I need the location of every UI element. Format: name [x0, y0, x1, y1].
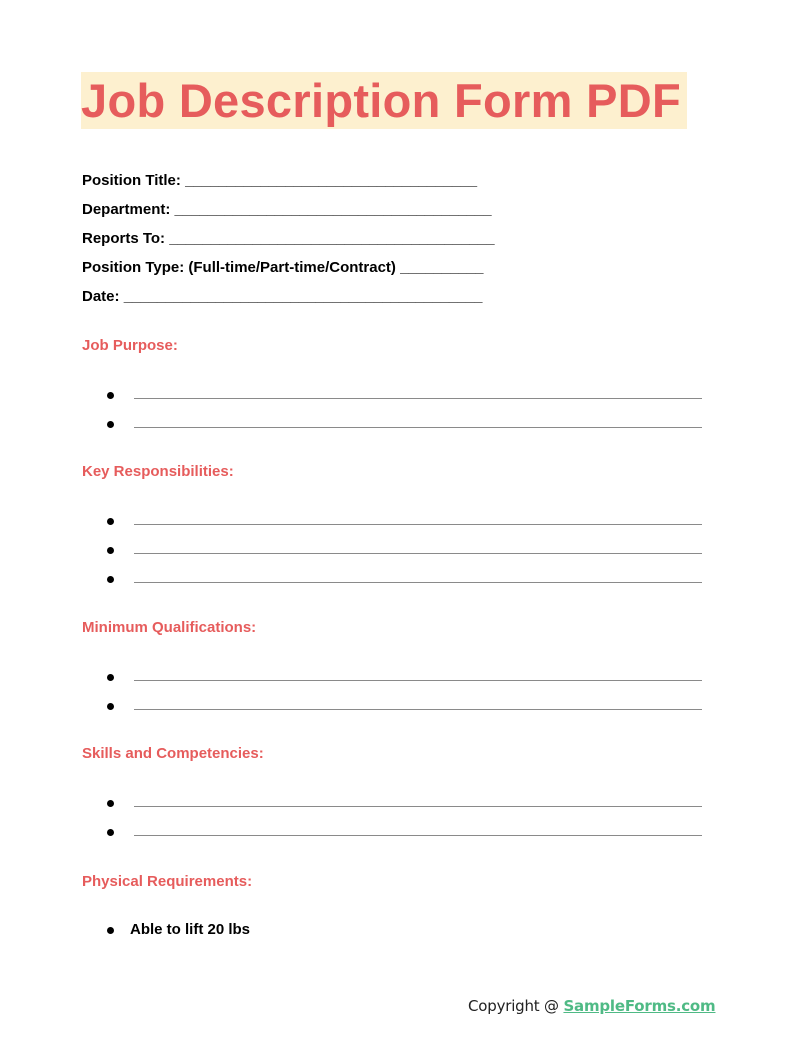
job-purpose-line-1[interactable] [134, 398, 702, 399]
page-title: Job Description Form PDF [81, 72, 687, 129]
copyright-footer [468, 997, 715, 1015]
key-responsibilities-heading: Key Responsibilities: [82, 463, 234, 480]
key-responsibilities-line-3[interactable] [134, 582, 702, 583]
bullet-icon [107, 703, 114, 710]
job-purpose-line-2[interactable] [134, 427, 702, 428]
skills-competencies-heading: Skills and Competencies: [82, 745, 264, 762]
date-field[interactable] [82, 288, 482, 306]
position-type-field[interactable] [82, 259, 484, 277]
field-label: Reports To: [82, 230, 166, 247]
minimum-qualifications-line-1[interactable] [134, 680, 702, 681]
field-blank: ______________________________________ [174, 201, 492, 218]
field-label: Date: [82, 288, 120, 305]
bullet-icon [107, 829, 114, 836]
reports-to-field[interactable] [82, 230, 495, 248]
job-purpose-heading: Job Purpose: [82, 337, 178, 354]
physical-requirement-item: Able to lift 20 lbs [130, 921, 251, 938]
field-label: Department: [82, 201, 171, 218]
field-blank: ___________________________________________ [123, 288, 483, 305]
minimum-qualifications-heading: Minimum Qualifications: [82, 619, 257, 636]
copyright-label: Copyright @ [468, 997, 564, 1015]
field-blank: ___________________________________ [185, 172, 478, 189]
bullet-icon [107, 392, 114, 399]
key-responsibilities-line-2[interactable] [134, 553, 702, 554]
field-blank: __________ [400, 259, 484, 276]
field-label: Position Title: [82, 172, 181, 189]
bullet-icon [107, 576, 114, 583]
field-blank: _______________________________________ [169, 230, 495, 247]
bullet-icon [107, 547, 114, 554]
position-title-field[interactable] [82, 172, 477, 190]
skills-competencies-line-1[interactable] [134, 806, 702, 807]
minimum-qualifications-line-2[interactable] [134, 709, 702, 710]
bullet-icon [107, 800, 114, 807]
sampleforms-link[interactable]: SampleForms.com [563, 997, 716, 1015]
key-responsibilities-line-1[interactable] [134, 524, 702, 525]
bullet-icon [107, 927, 114, 934]
field-label: Position Type: (Full-time/Part-time/Contract) [82, 259, 396, 276]
skills-competencies-line-2[interactable] [134, 835, 702, 836]
bullet-icon [107, 421, 114, 428]
bullet-icon [107, 674, 114, 681]
bullet-icon [107, 518, 114, 525]
physical-requirements-heading: Physical Requirements: [82, 873, 253, 890]
department-field[interactable] [82, 201, 492, 219]
